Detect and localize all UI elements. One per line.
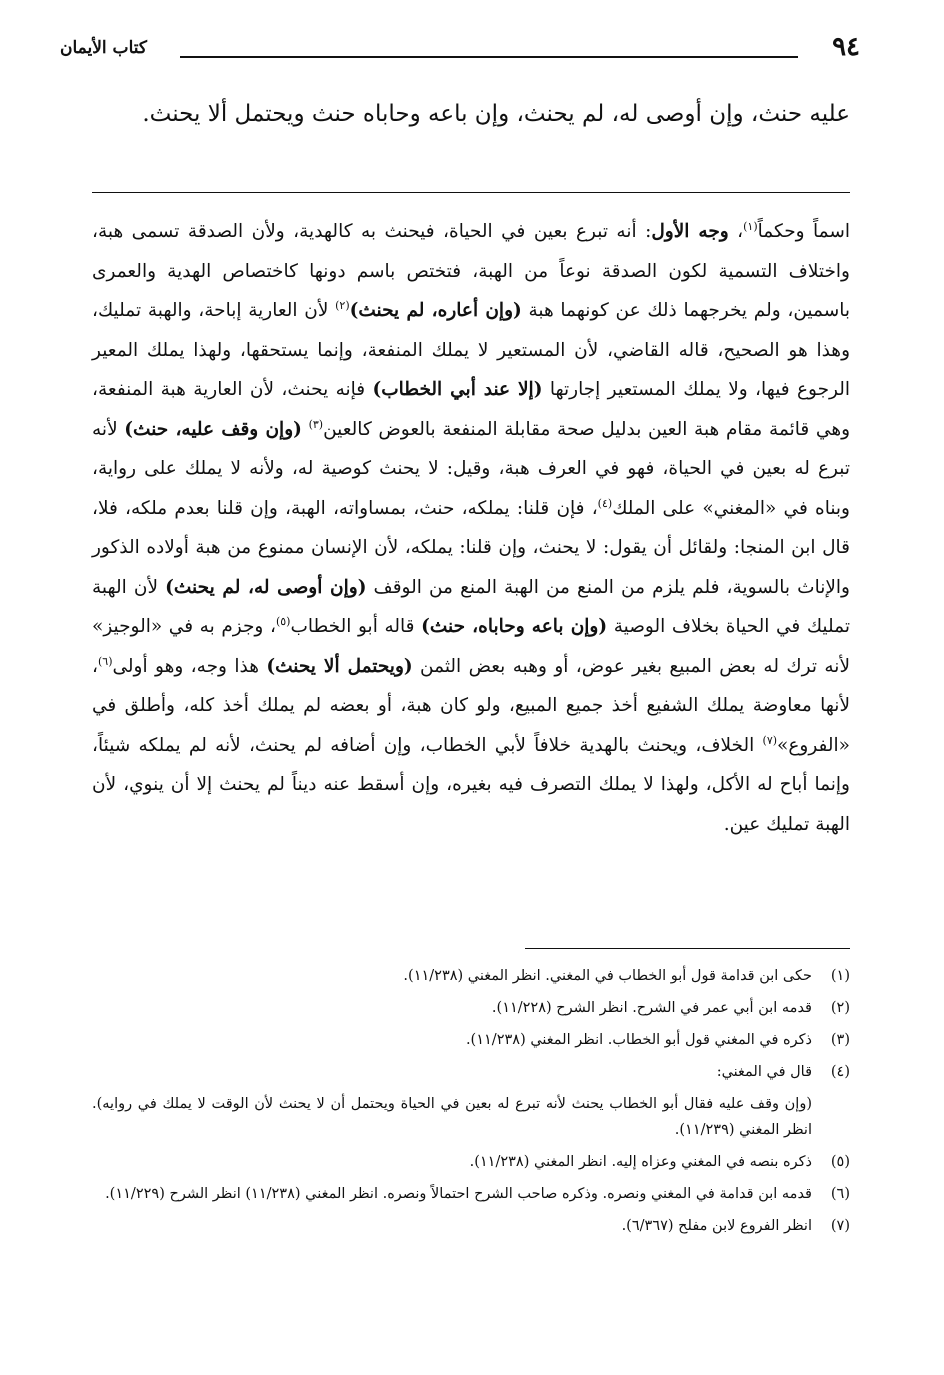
bold-phrase: (ويحتمل ألا يحنث)	[266, 655, 413, 677]
matn-separator	[92, 192, 850, 193]
footnote-ref-3: (٣)	[308, 417, 324, 431]
footnote-item	[92, 1024, 850, 1056]
footnote-item	[92, 1210, 850, 1242]
footnote-item	[92, 960, 850, 992]
text-run: : أنه تبرع بعين في الحياة، فيحنث به كالهدية، ولأن الصدقة تسمى هبة، واختلاف التسمية لكون الصدقة نوعاً من الهبة، فتختص باسم دونها كاختصاص الهدية والعمرى باسمين، ولم يخرجهما ذلك عن كونهما هبة	[92, 221, 850, 321]
text-run: لأن العارية إباحة، والهبة تمليك، وهذا هو الصحيح، قاله القاضي، لأن المستعير لا يملك المنفعة، وإنما يستحقها، ولهذا يملك المعير الرجوع فيها، ولا يملك المستعير إجارتها	[92, 300, 851, 400]
footnote-ref-1: (١)	[743, 219, 758, 233]
footnote-ref-4: (٤)	[597, 496, 613, 510]
footnote-number: (٦)	[830, 1186, 850, 1202]
footnote-item	[92, 1056, 850, 1146]
footnote-number: (٢)	[830, 1000, 850, 1016]
matn-text: عليه حنث، وإن أوصى له، لم يحنث، وإن باعه وحاباه حنث ويحتمل ألا يحنث.	[142, 101, 850, 127]
page-header	[60, 28, 860, 68]
text-run: ، لأنها معاوضة يملك الشفيع أخذ جميع المبيع، ولو كان هبة، أو بعضه لم يملك أخذ كله، وأطلق في «الفروع»	[92, 655, 850, 756]
footnote-text: ذكره في المغني قول أبو الخطاب. انظر المغني (١١/٢٣٨).	[465, 1032, 812, 1048]
footnote-text: حكى ابن قدامة قول أبو الخطاب في المغني. انظر المغني (١١/٢٣٨).	[403, 968, 812, 984]
footnote-number: (٣)	[830, 1032, 850, 1048]
footnote-text: ذكره بنصه في المغني وعزاه إليه. انظر المغني (١١/٢٣٨).	[469, 1154, 812, 1170]
footnote-text: قدمه ابن قدامة في المغني ونصره. وذكره صاحب الشرح احتمالاً ونصره. انظر المغني (١١/٢٣٨) انظر الشرح (١١/٢٢٩).	[105, 1186, 812, 1202]
footnote-number: (١)	[830, 968, 850, 984]
footnote-number: (٥)	[830, 1154, 850, 1170]
text-run: ،	[728, 221, 744, 242]
footnote-item	[92, 992, 850, 1024]
bold-phrase: (إلا عند أبي الخطاب)	[372, 379, 543, 400]
footnote-quote: (وإن وقف عليه فقال أبو الخطاب يحنث لأنه تبرع له بعين في الحياة ويحتمل أن لا يحنث لأن الوقت لا يملك في روايه). انظر المغني (١١/٢٣٩).	[92, 1096, 812, 1138]
text-run: ، وجزم به في «الوجيز» لأنه ترك له بعض المبيع بغير عوض، أو وهبه بعض الثمن	[92, 616, 851, 677]
bold-phrase: (وإن أوصى له، لم يحنث)	[165, 576, 367, 598]
footnote-ref-6: (٦)	[97, 654, 113, 668]
footnote-number: (٤)	[830, 1064, 850, 1080]
footnote-text: قدمه ابن أبي عمر في الشرح. انظر الشرح (١١/٢٢٨).	[491, 1000, 812, 1016]
footnote-text: انظر الفروع لابن مفلح (٦/٣٦٧).	[621, 1218, 812, 1234]
bold-phrase: وجه الأول	[651, 221, 729, 242]
text-run: الخلاف، ويحنث بالهدية خلافاً لأبي الخطاب، وإن أضافه لم يحنث، لأنه لم يملكه شيئاً، وإنما أباح له الأكل، ولهذا لا يملك التصرف فيه بغيره، وإن أسقط عنه ديناً لم يحنث إلا أن ينوي، لأن الهبة تمليك عين.	[92, 734, 850, 835]
book-title: كتاب الأيمان	[60, 38, 147, 58]
text-run: لأن الهبة تمليك في الحياة بخلاف الوصية	[92, 576, 850, 637]
footnote-item	[92, 1178, 850, 1210]
footnote-text: قال في المغني:	[716, 1064, 812, 1080]
page-number: ٩٤	[832, 32, 860, 62]
text-run: ، فإن قلنا: يملكه، حنث، بمساواته، الهبة، وإن قلنا بعدم ملكه، فلا، قال ابن المنجا: ولقائل أن يقول: لا يحنث، وإن قلنا: يملكه، لأن الإنسان ممنوع من هبة أولاده الذكور والإناث بالسوية، فلم يلزم من المنع من الهبة المنع من الوقف	[92, 497, 850, 598]
footnote-number: (٧)	[830, 1218, 850, 1234]
bold-phrase: (وإن وقف عليه، حنث)	[124, 418, 302, 440]
footnote-ref-7: (٧)	[762, 733, 778, 747]
bold-phrase: (وإن أعاره، لم يحنث)	[349, 300, 522, 321]
bold-phrase: (وإن باعه وحاباه، حنث)	[421, 616, 608, 637]
footnote-ref-2: (٢)	[335, 298, 350, 312]
text-run: فإنه يحنث، لأن العارية هبة المنفعة، وهي قائمة مقام هبة العين بدليل صحة مقابلة المنفعة بالعوض كالعين	[92, 379, 851, 440]
text-run	[302, 419, 309, 440]
header-rule	[180, 56, 798, 58]
text-run: قاله أبو الخطاب	[290, 616, 422, 637]
footnote-ref-5: (٥)	[275, 614, 291, 628]
text-run: اسماً وحكماً	[757, 221, 850, 242]
commentary-text	[92, 212, 850, 844]
footnote-separator	[525, 948, 850, 949]
footnote-item	[92, 1146, 850, 1178]
text-run: لأنه تبرع له بعين في الحياة، فهو في العرف هبة، وقيل: لا يحنث كوصية له، ولأنه لا يملك على رواية، وبناه في «المغني» على الملك	[92, 418, 850, 519]
text-run: هذا وجه، وهو أولى	[112, 655, 267, 677]
footnotes	[92, 960, 850, 1242]
